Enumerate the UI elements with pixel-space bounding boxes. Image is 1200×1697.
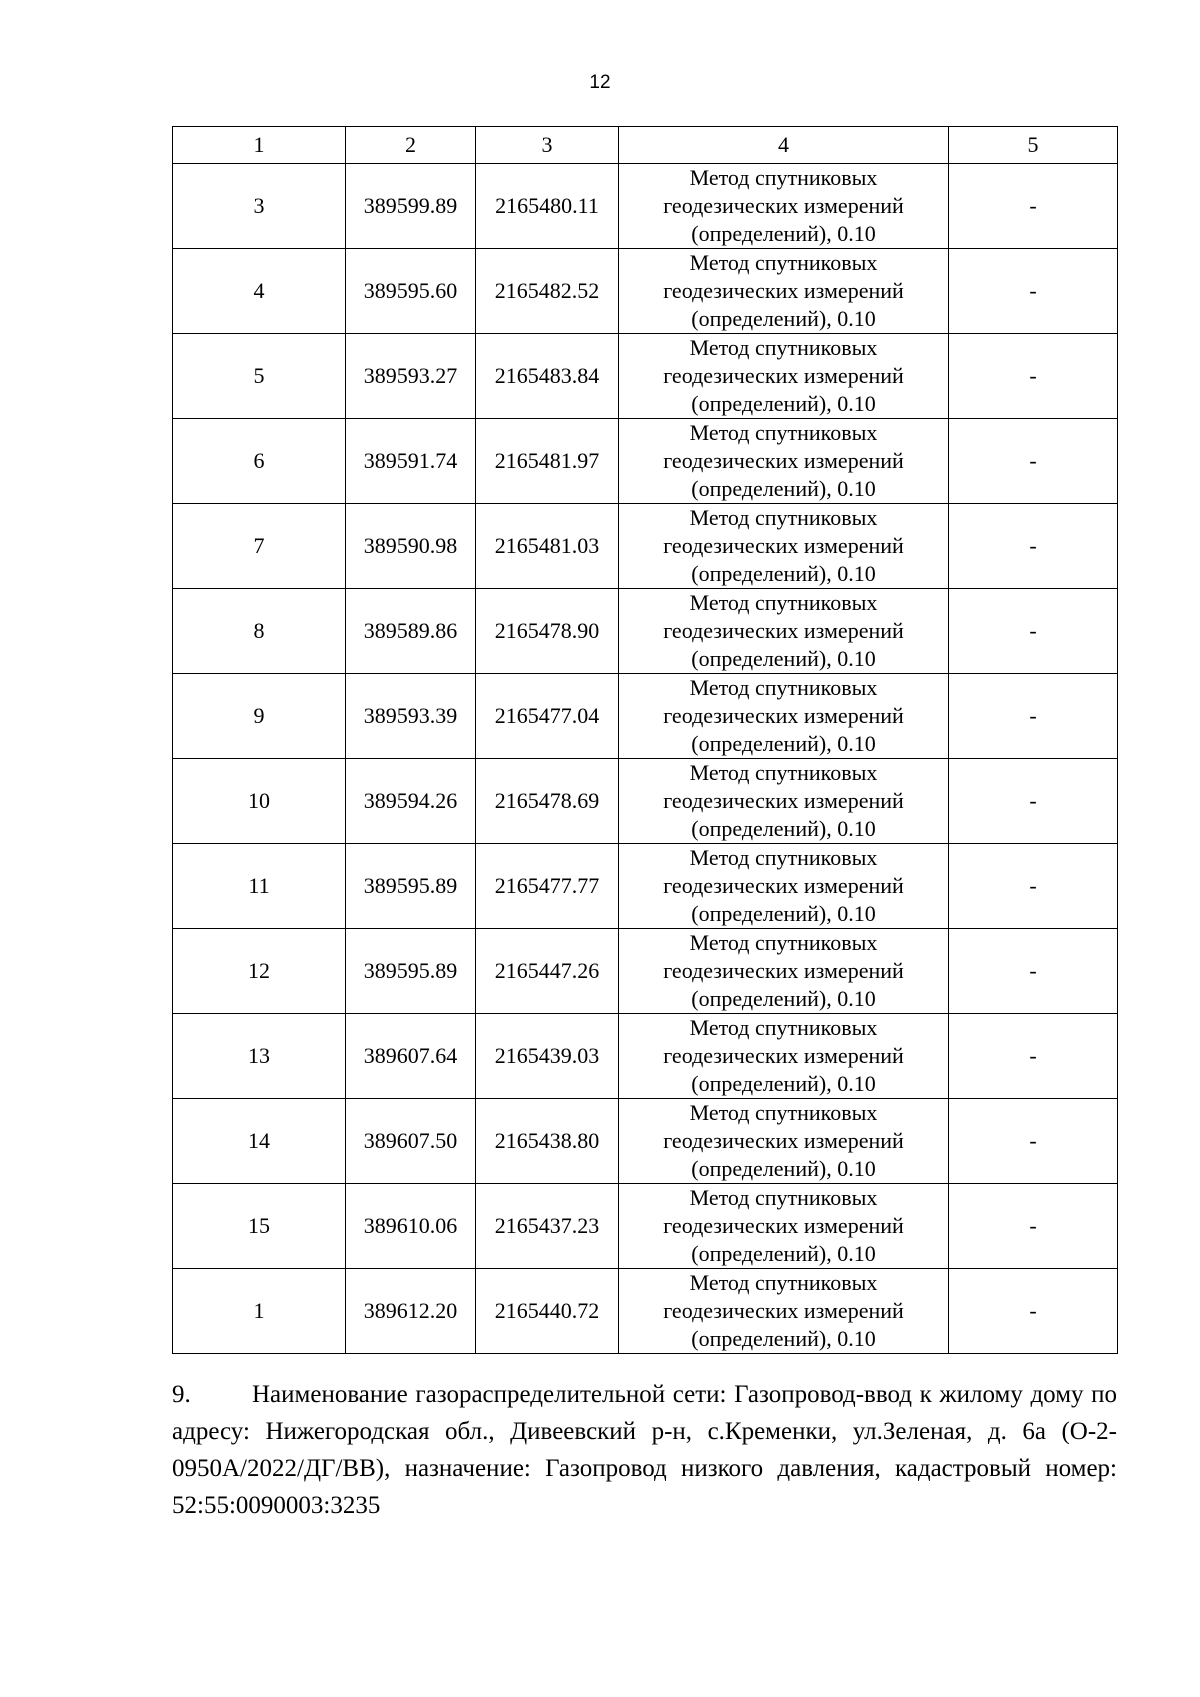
x-coordinate-cell: 389594.26 bbox=[346, 759, 476, 844]
method-cell: Метод спутниковых геодезических измерений (определений), 0.10 bbox=[619, 249, 949, 334]
point-number-cell: 12 bbox=[173, 929, 346, 1014]
y-coordinate-cell: 2165437.23 bbox=[476, 1184, 619, 1269]
y-coordinate-cell: 2165447.26 bbox=[476, 929, 619, 1014]
table-header-row bbox=[173, 127, 1118, 164]
point-number-cell: 9 bbox=[173, 674, 346, 759]
note-cell: - bbox=[949, 504, 1118, 589]
method-cell: Метод спутниковых геодезических измерений (определений), 0.10 bbox=[619, 1269, 949, 1354]
note-cell: - bbox=[949, 589, 1118, 674]
table-row bbox=[173, 1269, 1118, 1354]
point-number-cell: 13 bbox=[173, 1014, 346, 1099]
point-number-cell: 15 bbox=[173, 1184, 346, 1269]
method-cell: Метод спутниковых геодезических измерений (определений), 0.10 bbox=[619, 1014, 949, 1099]
x-coordinate-cell: 389589.86 bbox=[346, 589, 476, 674]
point-number-cell: 10 bbox=[173, 759, 346, 844]
note-cell: - bbox=[949, 929, 1118, 1014]
point-number-cell: 14 bbox=[173, 1099, 346, 1184]
point-number-cell: 8 bbox=[173, 589, 346, 674]
column-header: 5 bbox=[949, 127, 1118, 164]
note-cell: - bbox=[949, 334, 1118, 419]
method-cell: Метод спутниковых геодезических измерений (определений), 0.10 bbox=[619, 674, 949, 759]
column-header: 2 bbox=[346, 127, 476, 164]
x-coordinate-cell: 389595.89 bbox=[346, 844, 476, 929]
y-coordinate-cell: 2165481.97 bbox=[476, 419, 619, 504]
table-body bbox=[173, 164, 1118, 1354]
paragraph-text: Наименование газораспределительной сети: Газопровод-ввод к жилому дому по адресу: Нижегородская обл., Дивеевский р-н, с.Кременки, ул.Зеленая, д. 6а (О-2-0950А/2022/ДГ/ВВ), назначение: Газопровод низкого давления, кадастровый номер: 52:55:0090003:3235 bbox=[172, 1381, 1117, 1519]
y-coordinate-cell: 2165477.04 bbox=[476, 674, 619, 759]
note-cell: - bbox=[949, 419, 1118, 504]
point-number-cell: 11 bbox=[173, 844, 346, 929]
table-row bbox=[173, 674, 1118, 759]
note-cell: - bbox=[949, 249, 1118, 334]
x-coordinate-cell: 389610.06 bbox=[346, 1184, 476, 1269]
x-coordinate-cell: 389593.39 bbox=[346, 674, 476, 759]
note-cell: - bbox=[949, 674, 1118, 759]
paragraph-number: 9. bbox=[172, 1381, 191, 1408]
point-number-cell: 4 bbox=[173, 249, 346, 334]
note-cell: - bbox=[949, 164, 1118, 249]
y-coordinate-cell: 2165439.03 bbox=[476, 1014, 619, 1099]
method-cell: Метод спутниковых геодезических измерений (определений), 0.10 bbox=[619, 1099, 949, 1184]
table-row bbox=[173, 334, 1118, 419]
column-header: 1 bbox=[173, 127, 346, 164]
method-cell: Метод спутниковых геодезических измерений (определений), 0.10 bbox=[619, 504, 949, 589]
method-cell: Метод спутниковых геодезических измерений (определений), 0.10 bbox=[619, 759, 949, 844]
point-number-cell: 1 bbox=[173, 1269, 346, 1354]
y-coordinate-cell: 2165477.77 bbox=[476, 844, 619, 929]
note-cell: - bbox=[949, 1014, 1118, 1099]
method-cell: Метод спутниковых геодезических измерений (определений), 0.10 bbox=[619, 929, 949, 1014]
table-row bbox=[173, 844, 1118, 929]
point-number-cell: 6 bbox=[173, 419, 346, 504]
column-header: 3 bbox=[476, 127, 619, 164]
y-coordinate-cell: 2165480.11 bbox=[476, 164, 619, 249]
method-cell: Метод спутниковых геодезических измерений (определений), 0.10 bbox=[619, 1184, 949, 1269]
table-row bbox=[173, 929, 1118, 1014]
y-coordinate-cell: 2165481.03 bbox=[476, 504, 619, 589]
point-number-cell: 7 bbox=[173, 504, 346, 589]
coordinates-table bbox=[172, 126, 1118, 1354]
note-cell: - bbox=[949, 1184, 1118, 1269]
method-cell: Метод спутниковых геодезических измерений (определений), 0.10 bbox=[619, 164, 949, 249]
page-number: 12 bbox=[589, 72, 611, 93]
section-paragraph bbox=[172, 1376, 1117, 1524]
table-row bbox=[173, 1014, 1118, 1099]
table-row bbox=[173, 589, 1118, 674]
x-coordinate-cell: 389607.64 bbox=[346, 1014, 476, 1099]
x-coordinate-cell: 389590.98 bbox=[346, 504, 476, 589]
x-coordinate-cell: 389599.89 bbox=[346, 164, 476, 249]
y-coordinate-cell: 2165482.52 bbox=[476, 249, 619, 334]
note-cell: - bbox=[949, 759, 1118, 844]
note-cell: - bbox=[949, 1099, 1118, 1184]
method-cell: Метод спутниковых геодезических измерений (определений), 0.10 bbox=[619, 334, 949, 419]
point-number-cell: 5 bbox=[173, 334, 346, 419]
x-coordinate-cell: 389591.74 bbox=[346, 419, 476, 504]
x-coordinate-cell: 389607.50 bbox=[346, 1099, 476, 1184]
table-row bbox=[173, 419, 1118, 504]
method-cell: Метод спутниковых геодезических измерений (определений), 0.10 bbox=[619, 844, 949, 929]
x-coordinate-cell: 389612.20 bbox=[346, 1269, 476, 1354]
y-coordinate-cell: 2165438.80 bbox=[476, 1099, 619, 1184]
y-coordinate-cell: 2165440.72 bbox=[476, 1269, 619, 1354]
note-cell: - bbox=[949, 844, 1118, 929]
table-row bbox=[173, 164, 1118, 249]
y-coordinate-cell: 2165478.90 bbox=[476, 589, 619, 674]
column-header: 4 bbox=[619, 127, 949, 164]
y-coordinate-cell: 2165478.69 bbox=[476, 759, 619, 844]
x-coordinate-cell: 389595.60 bbox=[346, 249, 476, 334]
note-cell: - bbox=[949, 1269, 1118, 1354]
y-coordinate-cell: 2165483.84 bbox=[476, 334, 619, 419]
table-row bbox=[173, 1099, 1118, 1184]
table-row bbox=[173, 759, 1118, 844]
x-coordinate-cell: 389593.27 bbox=[346, 334, 476, 419]
point-number-cell: 3 bbox=[173, 164, 346, 249]
table-row bbox=[173, 249, 1118, 334]
table-row bbox=[173, 1184, 1118, 1269]
x-coordinate-cell: 389595.89 bbox=[346, 929, 476, 1014]
table-row bbox=[173, 504, 1118, 589]
method-cell: Метод спутниковых геодезических измерений (определений), 0.10 bbox=[619, 589, 949, 674]
method-cell: Метод спутниковых геодезических измерений (определений), 0.10 bbox=[619, 419, 949, 504]
